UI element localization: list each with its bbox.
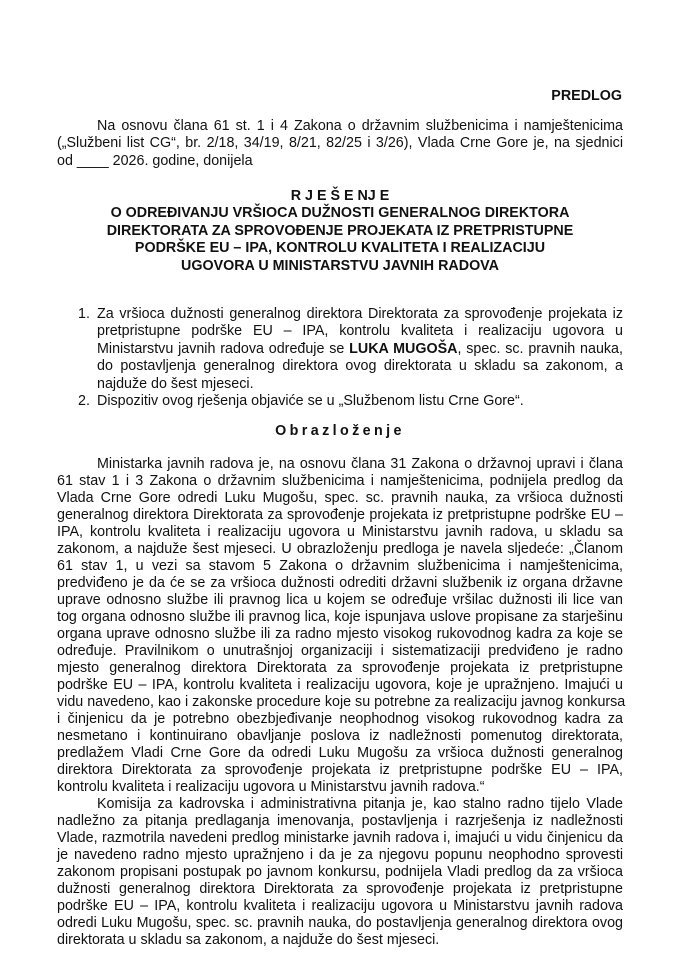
text-line: generalnog direktora Direktorata za sprovođenje projekata iz pretpristupne podrške EU –	[57, 507, 623, 523]
list-item-number: 1.	[78, 306, 90, 322]
text-line: IPA, kontrolu kvaliteta i realizaciju ugovora u Ministarstvu javnih radova, u skladu sa	[57, 524, 623, 540]
document-status-label: PREDLOG	[551, 88, 622, 104]
text-segment: , spec. sc. pravnih nauka,	[457, 340, 623, 357]
text-line: nesmetano i kontinuirano obavljanje poslova iz nadležnosti pomenutog direktorata,	[57, 728, 623, 744]
text-line: dužnosti generalnog direktora Direktorata za sprovođenje projekata iz pretpristupne	[57, 881, 623, 897]
title-line: O ODREĐIVANJU VRŠIOCA DUŽNOSTI GENERALNOG DIREKTORA	[110, 205, 570, 222]
text-line: 61 stav 1, u vezi sa stavom 5 Zakona o državnim službenicima i namještenicima,	[57, 558, 623, 574]
text-line: zakonom, a najduže šest mjeseci. U obrazloženju predloga je navela sljedeće: „Članom	[57, 541, 623, 557]
text-line: predlažem Vladi Crne Gore da odredi Luku Mugošu za vršioca dužnosti generalnog	[57, 745, 623, 761]
text-line: kontrolu kvaliteta i realizaciju ugovora u Ministarstvu javnih radova.“	[57, 779, 485, 795]
list-item	[78, 306, 623, 393]
text-line: organa uprave odnosno službe ili za radno mjesto visokog rukovodnog kadra za koje se	[57, 626, 623, 642]
list-item-number: 2.	[78, 392, 90, 409]
reasoning-heading: Obrazloženje	[275, 423, 405, 439]
text-line: od ____ 2026. godine, donijela	[57, 152, 253, 169]
title-line: UGOVORA U MINISTARSTVU JAVNIH RADOVA	[181, 257, 499, 274]
title-line: R J E Š E NJ E	[290, 188, 390, 204]
text-line: Na osnovu člana 61 st. 1 i 4 Zakona o državnim službenicima i namještenicima	[97, 118, 623, 134]
decision-items-list	[78, 306, 623, 410]
preamble-paragraph	[57, 118, 623, 170]
text-line: („Službeni list CG“, br. 2/18, 34/19, 8/21, 82/25 i 3/26), Vlada Crne Gore je, na sjednici	[57, 135, 623, 152]
text-line: tog organa odnosno službe ili pravnog lica, koje ispunjava uslove propisane za starješinu	[57, 609, 623, 625]
text-line: Dispozitiv ovog rješenja objaviće se u „Službenom listu Crne Gore“.	[97, 392, 524, 409]
text-line: Za vršioca dužnosti generalnog direktora Direktorata za sprovođenje projekata iz	[97, 306, 623, 322]
text-line: određuje. Pravilnikom o unutrašnjoj organizaciji i sistematizaciji predviđeno je radno	[57, 643, 623, 659]
text-line: odredi Luku Mugošu, spec. sc. pravnih nauka, do postavljenja generalnog direktora ovog	[57, 915, 623, 931]
decision-title	[57, 188, 623, 275]
title-line: DIREKTORATA ZA SPROVOĐENJE PROJEKATA IZ PRETPRISTUPNE	[106, 222, 574, 239]
text-line: podrške EU – IPA, kontrolu kvaliteta i realizaciju ugovora, koje je upražnjeno. Imajući u	[57, 677, 623, 693]
text-line: je navedeno radno mjesto upražnjeno i da je za njegovu popunu neophodno sprovesti	[57, 847, 623, 863]
appointee-name: LUKA MUGOŠA	[349, 340, 458, 357]
text-line: i činjenicu da je potrebno obezbjeđivanje neophodnog visokog rukovodnog kadra za	[57, 711, 623, 727]
text-line: nadležno za pitanja predlaganja imenovanja, postavljenja i razrješenja iz nadležnosti	[57, 813, 623, 829]
text-line: pretpristupne podrške EU – IPA, kontrolu kvaliteta i realizaciju ugovora u	[97, 323, 623, 340]
text-line: Ministarka javnih radova je, na osnovu člana 31 Zakona o državnoj upravi i člana	[97, 456, 623, 472]
text-line	[97, 341, 623, 358]
reasoning-body	[57, 456, 626, 949]
text-line: uprave odnosno službe ili pravnog lica u kojem se određuje vršilac dužnosti ili lice van	[57, 592, 623, 608]
text-line: najduže do šest mjeseci.	[97, 375, 254, 392]
text-line: Vlade, razmotrila navedeni predlog ministarke javnih radova i, imajući u vidu činjenicu da	[57, 830, 623, 846]
reasoning-paragraph	[57, 796, 623, 949]
text-line: vidu navedeno, kao i zakonske procedure koje su potrebne za realizaciju javnog konkursa	[57, 694, 626, 710]
text-line: mjesto generalnog direktora Direktorata za sprovođenje projekata iz pretpristupne	[57, 660, 623, 676]
text-line: direktorata u skladu sa zakonom, a najduže do šest mjeseci.	[57, 932, 440, 948]
list-item	[78, 393, 623, 410]
reasoning-paragraph	[57, 456, 626, 796]
text-segment: Ministarstvu javnih radova određuje se	[97, 340, 350, 357]
text-line: 61 stav 1 i 3 Zakona o državnim službenicima i namještenicima, podnijela predlog da	[57, 473, 623, 489]
text-line: do postavljenja generalnog direktora ovog direktorata u skladu sa zakonom, a	[97, 358, 623, 375]
text-line: zakonom propisani postupak po javnom konkursu, podnijela Vladi predlog da za vršioca	[57, 864, 623, 880]
text-line: predviđeno je da će se za vršioca dužnosti odrediti državni službenik iz organa državne	[57, 575, 623, 591]
text-line: Vlada Crne Gore odredi Luku Mugošu, spec. sc. pravnih nauka, za vršioca dužnosti	[57, 490, 623, 506]
text-line: podrške EU – IPA, kontrolu kvaliteta i realizaciju ugovora u Ministarstvu javnih radova	[57, 898, 623, 914]
text-line: direktora Direktorata za sprovođenje projekata iz pretpristupne podrške EU – IPA,	[57, 762, 623, 778]
text-line: Komisija za kadrovska i administrativna pitanja je, kao stalno radno tijelo Vlade	[97, 796, 623, 812]
title-line: PODRŠKE EU – IPA, KONTROLU KVALITETA I REALIZACIJU	[134, 240, 546, 257]
